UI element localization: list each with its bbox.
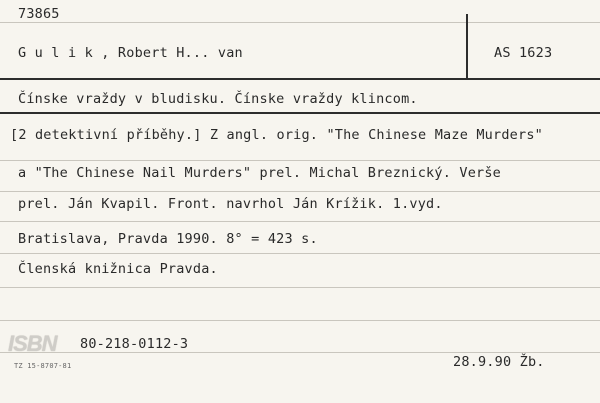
isbn-logo: ISBN (8, 331, 57, 356)
rule-line (0, 160, 600, 161)
rule-line (0, 191, 600, 192)
rule-line (0, 287, 600, 288)
rule-line (0, 221, 600, 222)
description-line-2: a "The Chinese Nail Murders" prel. Michal Breznický. Verše (18, 165, 502, 181)
title-line: Čínske vraždy v bludisku. Čínske vraždy klincom. (18, 91, 418, 107)
printer-code: TZ 15-8707-81 (14, 362, 72, 370)
title-divider (0, 112, 600, 114)
isbn-number: 80-218-0112-3 (80, 336, 189, 352)
series-line: Členská knižnica Pravda. (18, 261, 218, 277)
header-divider (0, 78, 600, 80)
card-number: 73865 (18, 6, 60, 22)
rule-line (0, 320, 600, 321)
description-line-1: [2 detektivní příběhy.] Z angl. orig. "The Chinese Maze Murders" (10, 127, 543, 143)
rule-line (0, 22, 600, 23)
rule-line (0, 253, 600, 254)
author-heading: G u l i k , Robert H... van (18, 45, 243, 61)
signature-divider (466, 14, 468, 78)
description-line-3: prel. Ján Kvapil. Front. navrhol Ján Krížik. 1.vyd. (18, 196, 443, 212)
imprint-line: Bratislava, Pravda 1990. 8° = 423 s. (18, 231, 318, 247)
rule-line (0, 352, 600, 353)
catalog-date-code: 28.9.90 Žb. (453, 354, 545, 370)
shelf-signature: AS 1623 (494, 45, 553, 61)
